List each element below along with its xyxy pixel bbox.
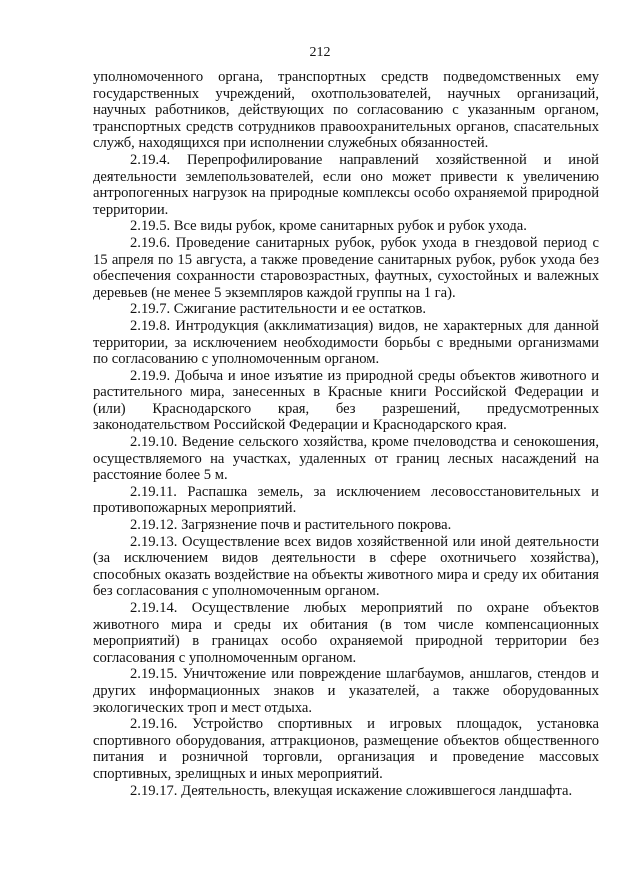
paragraph-2-19-8: 2.19.8. Интродукция (акклиматизация) видов, не характерных для данной территории, за исключением необходимости борьбы с вредными организмами по согласованию с уполномоченным органом. — [93, 317, 599, 368]
document-body — [93, 69, 599, 799]
paragraph-continuation: уполномоченного органа, транспортных средств подведомственных ему государственных учреждений, охотпользователей, научных организаций, научных работников, действующих по согласованию с указанным органом, транспортных средств сотрудников правоохранительных органов, спасательных служб, находящихся при исполнении служебных обязанностей. — [93, 69, 599, 152]
paragraph-2-19-5: 2.19.5. Все виды рубок, кроме санитарных рубок и рубок ухода. — [130, 218, 527, 235]
paragraph-2-19-9: 2.19.9. Добыча и иное изъятие из природной среды объектов животного и растительного мира, занесенных в Красные книги Российской Федерации и (или) Краснодарского края, без разрешений, предусмотренных законодательством Российской Федерации и Краснодарского края. — [93, 367, 599, 434]
paragraph-2-19-10: 2.19.10. Ведение сельского хозяйства, кроме пчеловодства и сенокошения, осуществляемого на участках, удаленных от границ лесных насаждений на расстояние более 5 м. — [93, 434, 599, 484]
paragraph-2-19-14: 2.19.14. Осуществление любых мероприятий по охране объектов животного мира и среды их обитания (в том числе компенсационных мероприятий) в границах особо охраняемой природной территории без согласования с уполномоченным органом. — [93, 600, 599, 666]
paragraph-2-19-11: 2.19.11. Распашка земель, за исключением лесовосстановительных и противопожарных мероприятий. — [93, 483, 599, 517]
paragraph-2-19-16: 2.19.16. Устройство спортивных и игровых площадок, установка спортивного оборудования, аттракционов, размещение объектов общественного питания и розничной торговли, организация и проведение массовых спортивных, зрелищных и иных мероприятий. — [93, 716, 599, 782]
paragraph-2-19-13: 2.19.13. Осуществление всех видов хозяйственной или иной деятельности (за исключением видов деятельности в сфере охотничьего хозяйства), способных оказать воздействие на объекты животного мира и среду их обитания без согласования с уполномоченным органом. — [93, 533, 599, 600]
paragraph-2-19-15: 2.19.15. Уничтожение или повреждение шлагбаумов, аншлагов, стендов и других информационных знаков и указателей, а также оборудованных экологических троп и мест отдыха. — [93, 666, 599, 716]
paragraph-2-19-6: 2.19.6. Проведение санитарных рубок, рубок ухода в гнездовой период с 15 апреля по 15 августа, а также проведение санитарных рубок, рубок ухода без обеспечения сохранности старовозрастных, фаутных, сухостойных и валежных деревьев (не менее 5 экземпляров каждой группы на 1 га). — [93, 234, 599, 301]
paragraph-2-19-7: 2.19.7. Сжигание растительности и ее остатков. — [130, 301, 427, 318]
paragraph-2-19-4: 2.19.4. Перепрофилирование направлений хозяйственной и иной деятельности землепользователей, если оно может привести к увеличению антропогенных нагрузок на природные комплексы особо охраняемой природной территории. — [93, 151, 599, 218]
paragraph-2-19-12: 2.19.12. Загрязнение почв и растительного покрова. — [130, 517, 452, 534]
page-number: 212 — [309, 45, 331, 60]
paragraph-2-19-17: 2.19.17. Деятельность, влекущая искажение сложившегося ландшафта. — [130, 782, 573, 799]
